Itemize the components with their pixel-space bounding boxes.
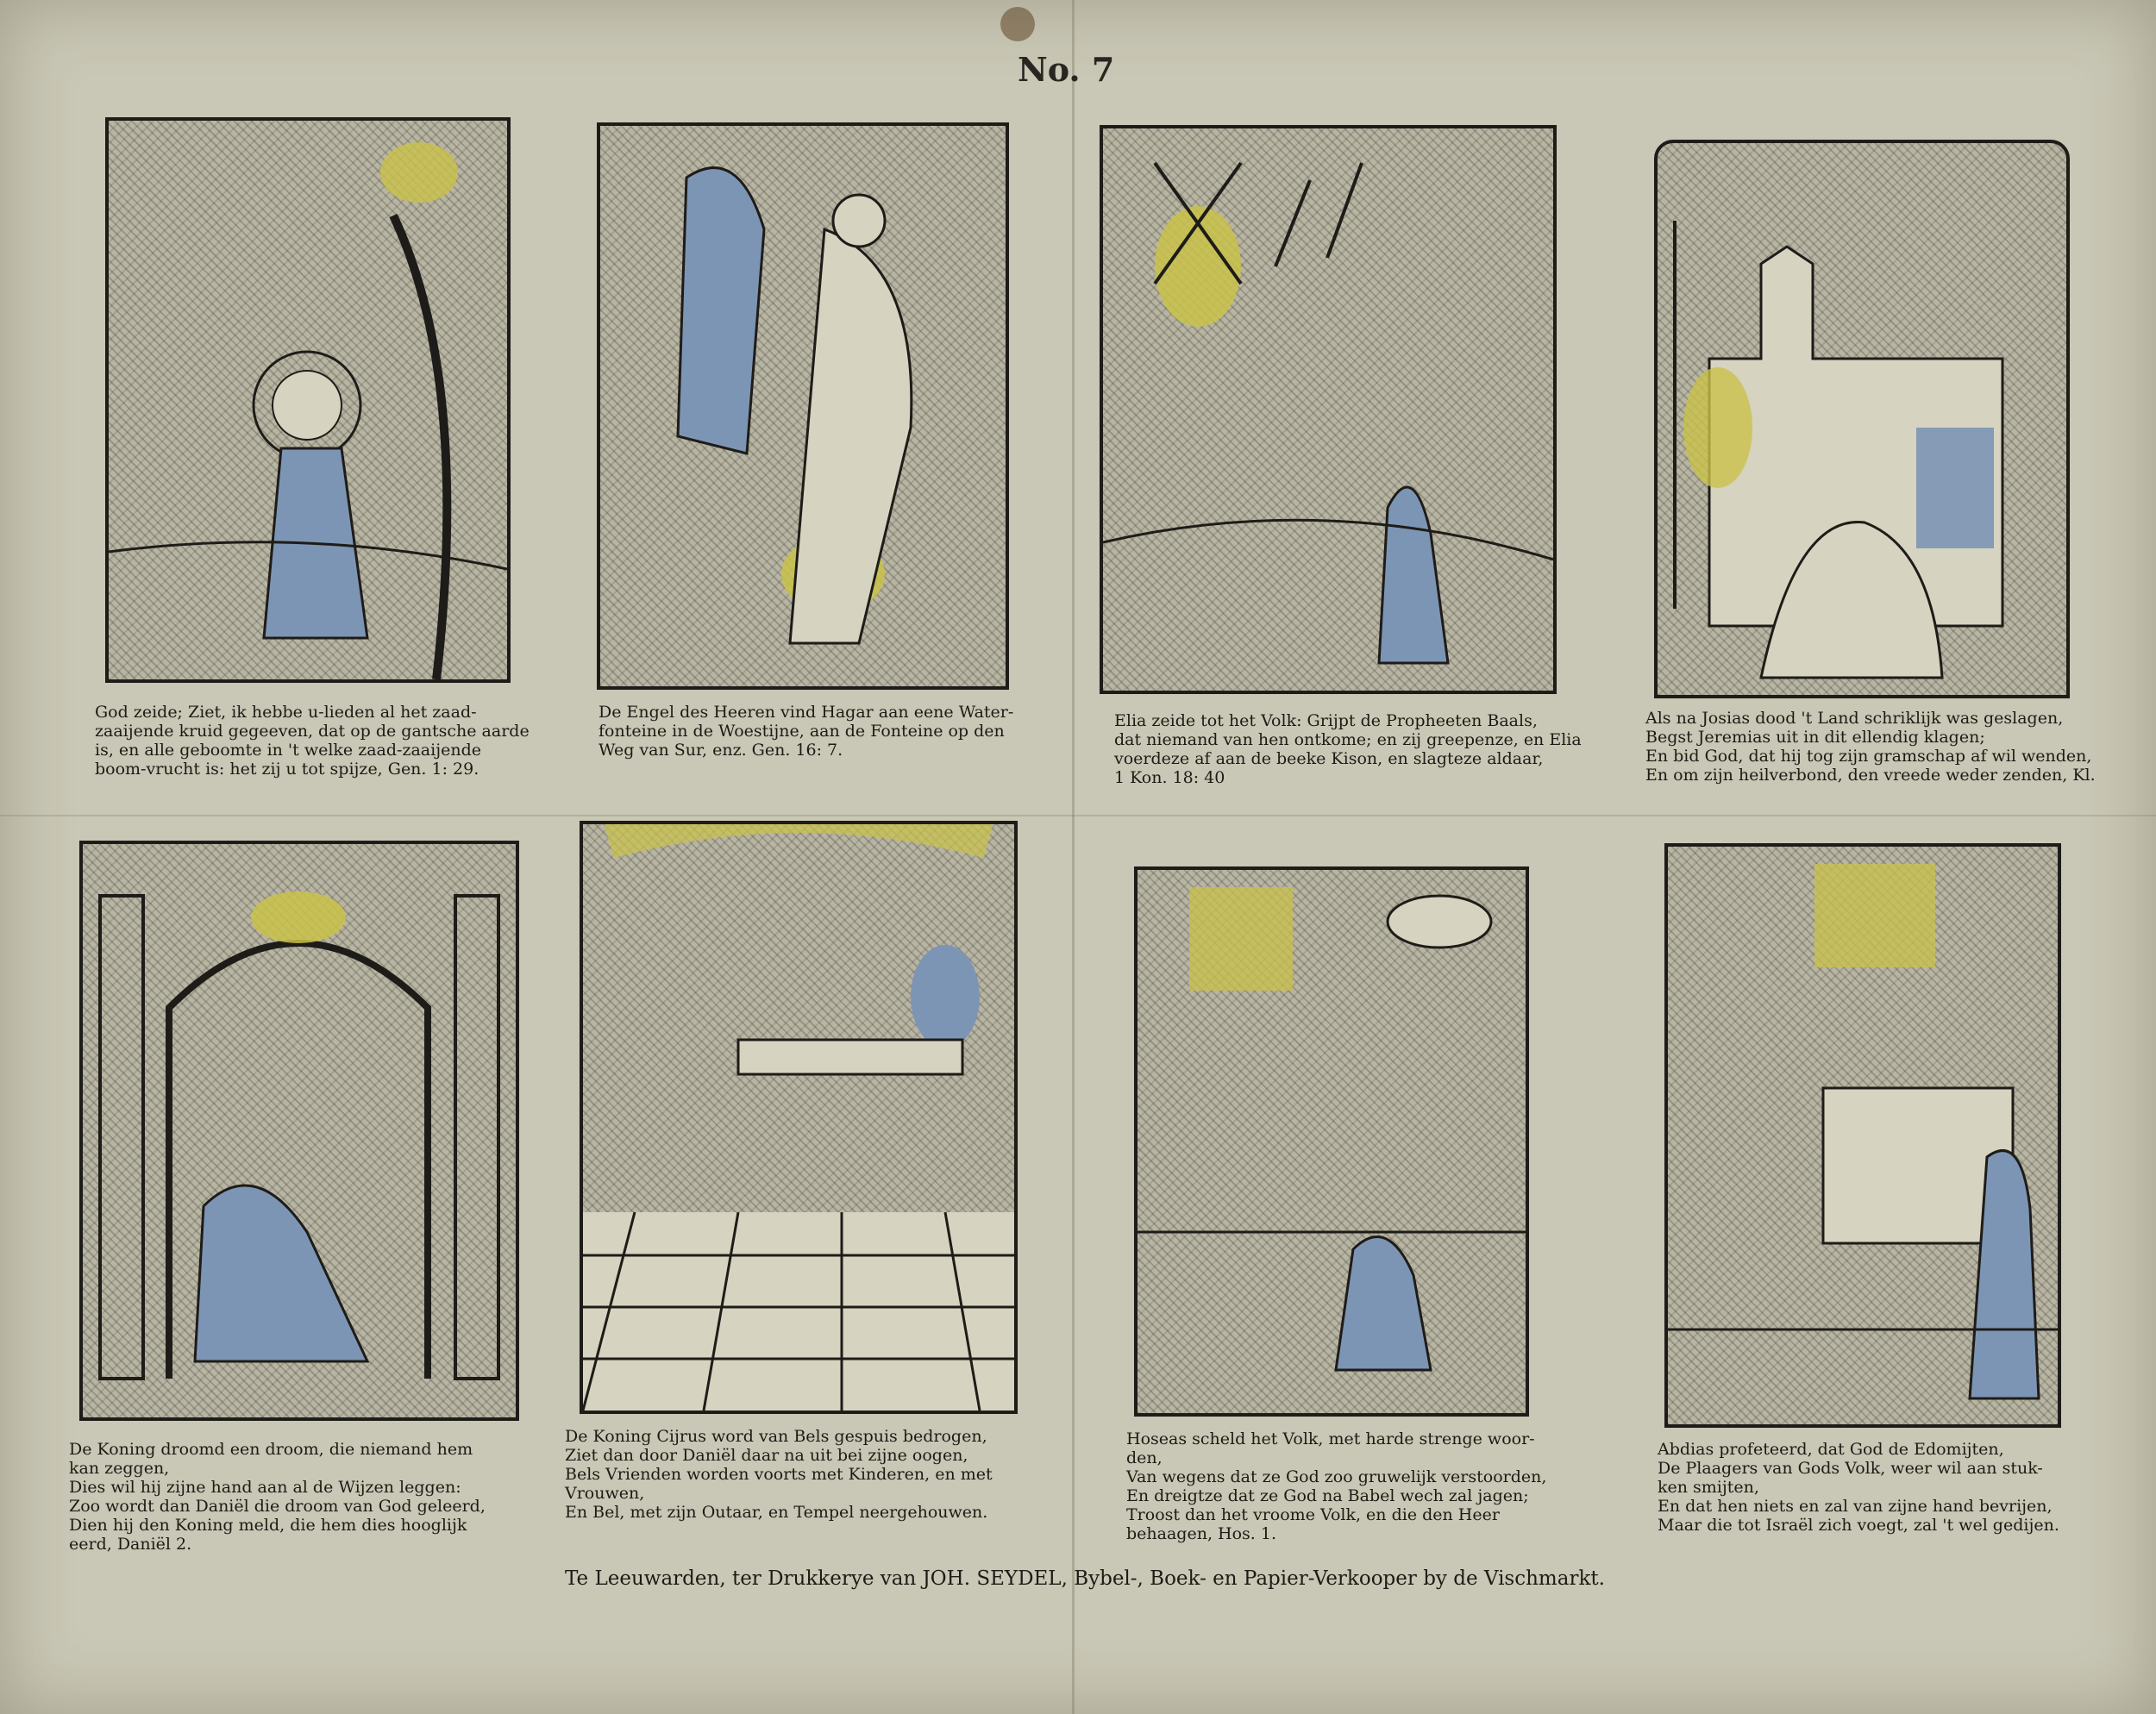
panel-4-caption: Als na Josias dood 't Land schriklijk was geslagen, Begst Jeremias uit in dit ellendig klagen; En bid God, dat hij tog zijn gramschap af wil wenden, En om zijn heilverbond, den vreede weder zenden, Kl. xyxy=(1645,709,2096,785)
paper-stain xyxy=(1000,7,1035,41)
printer-imprint: Te Leeuwarden, ter Drukkerye van JOH. SEYDEL, Bybel-, Boek- en Papier-Verkooper by de Vischmarkt. xyxy=(565,1567,1605,1590)
woodcut-panel-5 xyxy=(79,841,519,1421)
horizontal-fold xyxy=(0,815,2156,816)
hosea-rebukes-people-illustration xyxy=(1138,870,1526,1413)
bel-temple-illustration xyxy=(583,824,1014,1411)
panel-5-caption: De Koning droomd een droom, die niemand hem kan zeggen, Dies wil hij zijne hand aan al de Wijzen leggen: Zoo wordt dan Daniël die droom van God geleerd, Dien hij den Koning meld, die hem dies hooglijk eerd, Daniël 2. xyxy=(69,1440,486,1554)
woodcut-panel-3 xyxy=(1100,125,1557,694)
panel-1-caption: God zeide; Ziet, ik hebbe u-lieden al het zaad- zaaijende kruid gegeeven, dat op de gantsche aarde is, en alle geboomte in 't welke zaad-zaaijende boom-vrucht is: het zij u tot spijze, Gen. 1: 29. xyxy=(95,703,530,779)
vertical-fold xyxy=(1072,0,1075,1714)
woodcut-panel-4 xyxy=(1654,140,2070,698)
panel-8-caption: Abdias profeteerd, dat God de Edomijten, De Plaagers van Gods Volk, weer wil aan stuk- ken smijten, En dat hen niets en zal van zijne hand bevrijen, Maar die tot Israël zich voegt, zal 't wel gedijen. xyxy=(1658,1440,2059,1535)
king-dreaming-illustration xyxy=(83,844,516,1417)
obadiah-prophesies-illustration xyxy=(1668,847,2058,1424)
panel-3-caption: Elia zeide tot het Volk: Grijpt de Propheeten Baals, dat niemand van hen ontkome; en zij greepenze, en Elia voerdeze af aan de beeke Kison, en slagteze aldaar, 1 Kon. 18: 40 xyxy=(1114,711,1582,787)
jeremiah-before-city-illustration xyxy=(1658,143,2066,695)
woodcut-panel-7 xyxy=(1134,866,1529,1417)
woodcut-panel-2 xyxy=(597,122,1009,690)
elijah-and-baal-prophets-illustration xyxy=(1103,128,1553,691)
panel-6-caption: De Koning Cijrus word van Bels gespuis bedrogen, Ziet dan door Daniël daar na uit bei zijne oogen, Bels Vrienden worden voorts met Kinderen, en met Vrouwen, En Bel, met zijn Outaar, en Tempel neergehouwen. xyxy=(565,1427,993,1522)
woodcut-panel-8 xyxy=(1664,843,2061,1428)
christ-in-landscape-illustration xyxy=(109,121,507,679)
woodcut-panel-6 xyxy=(580,821,1018,1414)
woodcut-panel-1 xyxy=(105,117,511,683)
panel-2-caption: De Engel des Heeren vind Hagar aan eene Water- fonteine in de Woestijne, aan de Fonteine op den Weg van Sur, enz. Gen. 16: 7. xyxy=(599,703,1014,760)
sheet-number: No. 7 xyxy=(1018,50,1115,89)
angel-and-hagar-illustration xyxy=(600,126,1006,686)
panel-7-caption: Hoseas scheld het Volk, met harde strenge woor- den, Van wegens dat ze God zoo gruwelijk verstoorden, En dreigtze dat ze God na Babel wech zal jagen; Troost dan het vroome Volk, en die den Heer behaagen, Hos. 1. xyxy=(1126,1429,1547,1543)
